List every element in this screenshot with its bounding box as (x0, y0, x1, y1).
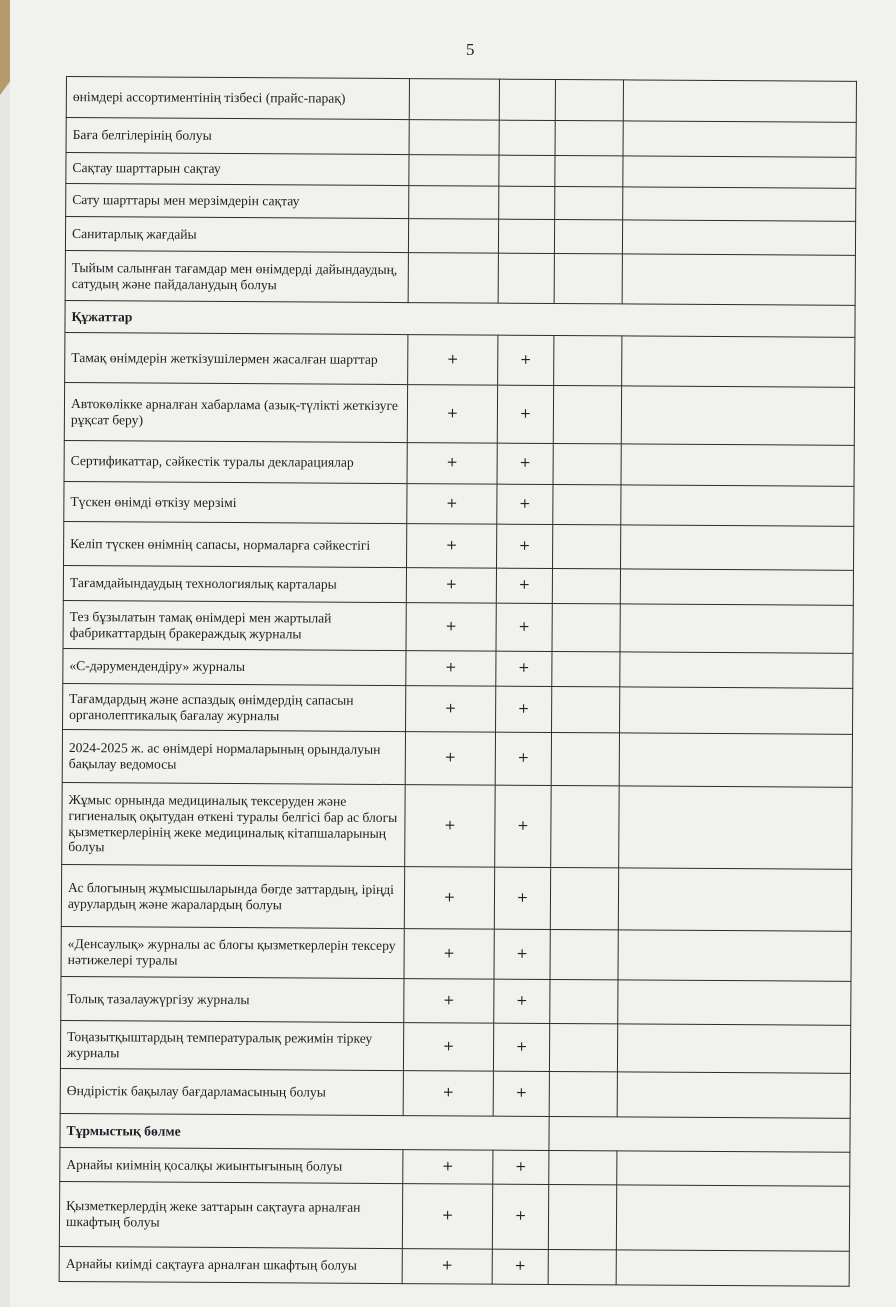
mark-cell-2: + (497, 385, 553, 443)
mark-cell-1: + (405, 732, 495, 786)
mark-cell-3 (555, 79, 623, 120)
mark-cell-3 (549, 1023, 617, 1071)
mark-cell-2 (499, 186, 555, 219)
mark-cell-1 (409, 120, 499, 156)
mark-cell-3 (554, 253, 622, 303)
criterion-label: Автокөлікке арналған хабарлама (азық-түлікті жеткізуге рұқсат беру) (64, 382, 407, 442)
mark-cell-1: + (406, 651, 496, 687)
mark-cell-2: + (496, 651, 552, 686)
mark-cell-1: + (408, 335, 498, 386)
mark-cell-3 (553, 385, 621, 443)
mark-cell-3 (553, 443, 621, 484)
mark-cell-2: + (492, 1184, 548, 1249)
mark-cell-3 (555, 186, 623, 219)
criterion-label: «С-дәрумендендіру» журналы (63, 648, 406, 685)
mark-cell-4 (617, 1151, 850, 1186)
mark-cell-2 (499, 120, 555, 155)
mark-cell-4 (618, 868, 851, 931)
table-row (61, 864, 851, 931)
criterion-label: Толық тазалаужүргізу журналы (61, 976, 404, 1022)
criterion-label: Келіп түскен өнімнің сапасы, нормаларға сәйкестігі (64, 521, 407, 567)
mark-cell-2: + (496, 603, 552, 651)
criterion-label: Сақтау шарттарын сақтау (66, 153, 409, 186)
mark-cell-3 (551, 785, 619, 867)
table-row (66, 118, 856, 158)
page-number: 5 (466, 40, 475, 59)
mark-cell-2: + (495, 686, 551, 732)
table-row (64, 521, 854, 570)
mark-cell-4 (619, 786, 852, 869)
table-row (61, 976, 851, 1025)
mark-cell-1 (409, 155, 499, 187)
table-row (63, 683, 853, 734)
section-row (60, 1113, 850, 1152)
mark-cell-4 (620, 525, 853, 570)
mark-cell-4 (623, 121, 856, 157)
table-row (61, 926, 851, 981)
mark-cell-3 (549, 1071, 617, 1116)
criterion-label: Ас блогының жұмысшыларында бөгде заттардың, іріңді аурулардың және жаралардың болуы (61, 864, 404, 928)
table-row (65, 332, 855, 387)
criterion-label: Арнайы киімнің қосалқы жиынтығының болуы (60, 1147, 403, 1183)
mark-cell-1: + (404, 979, 494, 1024)
mark-cell-3 (553, 524, 621, 568)
mark-cell-4 (622, 220, 855, 255)
table-row (60, 1068, 850, 1118)
table-row (66, 77, 856, 123)
mark-cell-3 (548, 1184, 616, 1249)
mark-cell-1: + (407, 385, 497, 444)
mark-cell-3 (554, 219, 622, 253)
mark-cell-2: + (494, 929, 550, 979)
mark-cell-2: + (494, 979, 550, 1023)
mark-cell-4 (621, 386, 854, 445)
mark-cell-3 (552, 651, 620, 686)
criterion-label: Түскен өнімді өткізу мерзімі (64, 481, 407, 523)
mark-cell-2: + (493, 1071, 549, 1116)
table-row (59, 1246, 849, 1286)
section-heading: Тұрмыстық бөлме (60, 1113, 549, 1150)
mark-cell-1: + (403, 1023, 493, 1072)
mark-cell-1 (409, 79, 499, 121)
mark-cell-3 (555, 120, 623, 155)
mark-cell-2: + (494, 867, 550, 929)
mark-cell-1: + (403, 1071, 493, 1117)
mark-cell-2: + (497, 524, 553, 568)
criterion-label: Тоңазытқыштардың температуралық режимін тіркеу журналы (60, 1020, 403, 1070)
table-body (59, 77, 856, 1287)
mark-cell-4 (620, 652, 853, 688)
mark-cell-3 (553, 484, 621, 524)
mark-cell-2: + (493, 1150, 549, 1184)
mark-cell-4 (619, 733, 852, 787)
mark-cell-3 (552, 568, 620, 603)
mark-cell-1: + (405, 785, 495, 868)
table-row (65, 250, 855, 305)
mark-cell-2: + (497, 443, 553, 484)
table-row (64, 440, 854, 486)
mark-cell-2 (499, 155, 555, 186)
mark-cell-4 (622, 336, 855, 387)
criterion-label: Тағамдардың және аспаздық өнімдердің сапасын органолептикалық бағалау журналы (63, 683, 406, 731)
mark-cell-3 (551, 686, 619, 732)
table-row (62, 729, 852, 787)
inspection-table (59, 76, 857, 1287)
mark-cell-3 (548, 1249, 616, 1284)
mark-cell-3 (555, 155, 623, 186)
criterion-label: Санитарлық жағдайы (65, 217, 408, 253)
mark-cell-1: + (407, 484, 497, 525)
mark-cell-3 (551, 732, 619, 785)
mark-cell-4 (623, 156, 856, 188)
table-row (62, 782, 852, 869)
mark-cell-4 (617, 1072, 850, 1118)
mark-cell-3 (552, 603, 620, 651)
section-heading: Құжаттар (65, 300, 855, 337)
mark-cell-3 (549, 1150, 617, 1184)
table-row (63, 648, 853, 688)
mark-cell-4 (622, 254, 855, 305)
criterion-label: Тағамдайындаудың технологиялық карталары (63, 565, 406, 602)
criterion-label: Сертификаттар, сәйкестік туралы декларациялар (64, 440, 407, 483)
mark-cell-1: + (404, 867, 494, 930)
mark-cell-3 (550, 979, 618, 1023)
criterion-label: Тамақ өнімдерін жеткізушілермен жасалған шарттар (65, 332, 408, 384)
empty-cell (549, 1116, 850, 1152)
mark-cell-1: + (407, 524, 497, 569)
mark-cell-2: + (497, 484, 553, 524)
mark-cell-4 (620, 569, 853, 605)
mark-cell-1: + (406, 603, 496, 652)
mark-cell-2 (498, 253, 554, 303)
mark-cell-4 (623, 187, 856, 221)
table-row (66, 153, 856, 189)
mark-cell-1 (409, 186, 499, 220)
mark-cell-2: + (492, 1249, 548, 1284)
mark-cell-4 (620, 604, 853, 653)
criterion-label: Арнайы киімді сақтауға арналған шкафтың болуы (59, 1246, 402, 1283)
mark-cell-2: + (495, 732, 551, 785)
table-row (66, 184, 856, 222)
mark-cell-3 (554, 335, 622, 385)
mark-cell-1: + (404, 929, 494, 980)
mark-cell-1: + (406, 686, 496, 733)
mark-cell-1 (408, 219, 498, 254)
mark-cell-2 (498, 219, 554, 253)
criterion-label: «Денсаулық» журналы ас блогы қызметкерлерін тексеру нәтижелері туралы (61, 926, 404, 978)
table-row (63, 600, 853, 653)
mark-cell-4 (623, 80, 856, 122)
mark-cell-2: + (496, 568, 552, 603)
table-row (65, 217, 855, 256)
mark-cell-2: + (495, 785, 551, 867)
mark-cell-2 (499, 79, 555, 120)
mark-cell-1: + (403, 1150, 493, 1185)
table-row (60, 1147, 850, 1186)
table-row (59, 1181, 849, 1251)
mark-cell-1: + (402, 1249, 492, 1285)
criterion-label: Қызметкерлердің жеке заттарын сақтауға арналған шкафтың болуы (59, 1181, 402, 1248)
criterion-label: Тыйым салынған тағамдар мен өнімдерді дайындаудың, сатудың және пайдаланудың болуы (65, 250, 408, 302)
criterion-label: Тез бұзылатын тамақ өнімдері мен жартылай фабрикаттардың бракераждық журналы (63, 600, 406, 650)
table-row (64, 481, 854, 526)
mark-cell-4 (616, 1250, 849, 1286)
mark-cell-4 (619, 687, 852, 734)
mark-cell-4 (618, 930, 851, 981)
mark-cell-3 (550, 929, 618, 979)
criterion-label: өнімдері ассортиментінің тізбесі (прайс-парақ) (66, 77, 409, 120)
mark-cell-4 (621, 485, 854, 526)
table-row (60, 1020, 850, 1073)
criterion-label: Баға белгілерінің болуы (66, 118, 409, 155)
criterion-label: Сату шарттары мен мерзімдерін сақтау (66, 184, 409, 219)
criterion-label: 2024-2025 ж. ас өнімдері нормаларының орындалуын бақылау ведомосы (62, 729, 405, 784)
mark-cell-3 (550, 867, 618, 929)
mark-cell-4 (616, 1185, 849, 1251)
table-row (64, 382, 854, 445)
mark-cell-1 (408, 253, 498, 304)
criterion-label: Жұмыс орнында медициналық тексеруден және гигиеналық оқытудан өткені туралы белгісі бар ас блогы қызметкерлерінің жеке медициналық кітапшаларының болуы (62, 782, 405, 866)
mark-cell-1: + (406, 568, 496, 604)
mark-cell-4 (617, 1024, 850, 1073)
mark-cell-4 (621, 444, 854, 486)
criterion-label: Өндірістік бақылау бағдарламасының болуы (60, 1068, 403, 1115)
mark-cell-1: + (402, 1184, 492, 1250)
mark-cell-1: + (407, 443, 497, 485)
table-row (63, 565, 853, 605)
mark-cell-4 (618, 980, 851, 1025)
mark-cell-2: + (498, 335, 554, 385)
section-row (65, 300, 855, 337)
mark-cell-2: + (493, 1023, 549, 1071)
